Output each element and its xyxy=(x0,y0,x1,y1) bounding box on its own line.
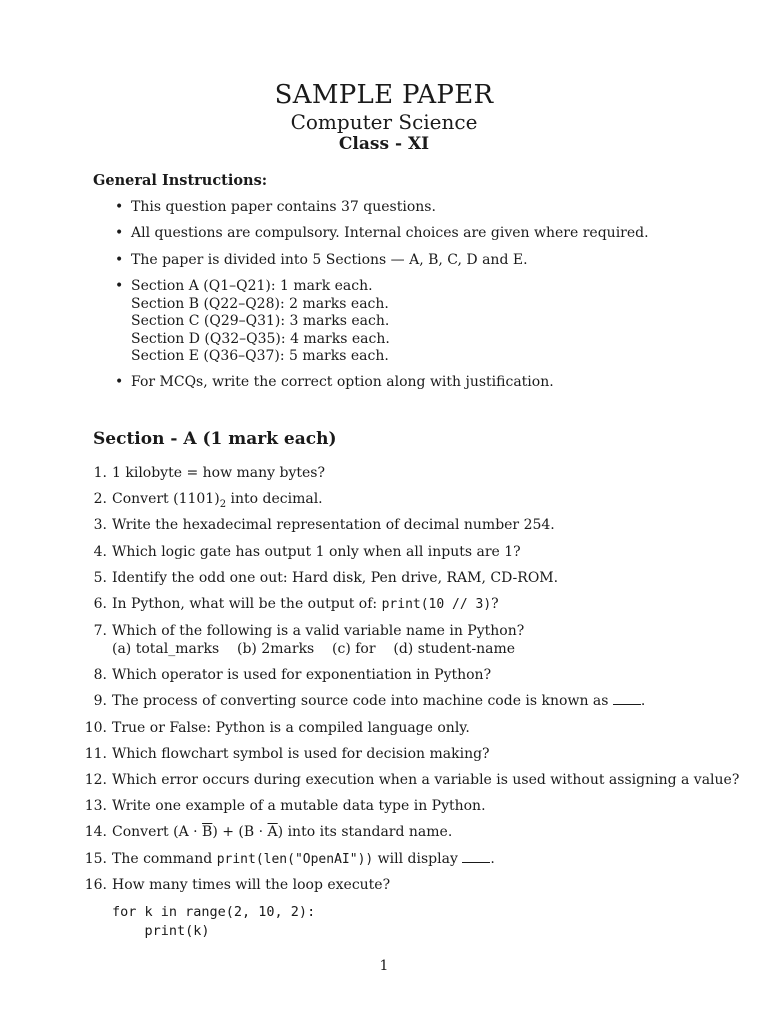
page-number: 1 xyxy=(379,958,389,974)
question: 1. 1 kilobyte = how many bytes? xyxy=(93,465,325,481)
bullet-icon: • xyxy=(115,199,124,215)
paper-subject: Computer Science xyxy=(290,110,478,134)
question: 16. How many times will the loop execute? xyxy=(84,877,391,893)
question: 9. The process of converting source code into machine code is known as . xyxy=(93,693,646,709)
mcq-options: (a) total_marks (b) 2marks (c) for (d) student-name xyxy=(112,640,516,657)
question: 11. Which flowchart symbol is used for decision making? xyxy=(84,746,490,762)
question: 12. Which error occurs during execution when a variable is used without assigning a value? xyxy=(84,772,740,788)
paper-class: Class - XI xyxy=(338,134,430,154)
question: 10. True or False: Python is a compiled language only. xyxy=(84,720,470,736)
question: 2. Convert $(1101)_2$ into decimal. xyxy=(93,491,323,510)
question: 7. Which of the following is a valid variable name in Python? (a) total_marks (b) 2marks (c) for (d) student-name xyxy=(93,623,525,657)
question: 8. Which operator is used for exponentiation in Python? xyxy=(93,667,492,683)
question: 6. In Python, what will be the output of: print(10 // 3)? xyxy=(93,596,499,612)
question: 13. Write one example of a mutable data type in Python. xyxy=(84,798,486,814)
marks-line: Section B (Q22–Q28): 2 marks each. xyxy=(131,295,389,312)
bullet-icon: • xyxy=(115,252,124,268)
marks-line: Section D (Q32–Q35): 4 marks each. xyxy=(131,330,390,347)
question: 3. Write the hexadecimal representation of decimal number 254. xyxy=(93,517,555,533)
bullet-icon: • xyxy=(115,374,124,390)
marks-line: Section A (Q1–Q21): 1 mark each. xyxy=(131,278,373,294)
answer-blank xyxy=(613,695,641,705)
question: 5. Identify the odd one out: Hard disk, Pen drive, RAM, CD-ROM. xyxy=(93,570,559,586)
question: 14. Convert $(A \cdot \overline{B}) + (B \cdot \overline{A})$ into its standard name. xyxy=(84,824,453,840)
marks-line: Section E (Q36–Q37): 5 marks each. xyxy=(131,348,389,364)
inline-code: print(len("OpenAI")) xyxy=(216,852,374,867)
paper-title: SAMPLE PAPER xyxy=(274,80,494,110)
bullet-icon: • xyxy=(115,278,124,294)
instructions-heading: General Instructions: xyxy=(93,172,268,189)
section-a-heading: Section - A (1 mark each) xyxy=(93,429,337,449)
answer-blank xyxy=(462,853,490,863)
bullet-icon: • xyxy=(115,225,124,241)
marks-line: Section C (Q29–Q31): 3 marks each. xyxy=(131,313,390,329)
inline-code: print(10 // 3) xyxy=(381,597,492,612)
code-block: for k in range(2, 10, 2): print(k) xyxy=(112,904,316,939)
question: 4. Which logic gate has output 1 only when all inputs are 1? xyxy=(93,544,521,560)
question: 15. The command print(len("OpenAI")) will display . xyxy=(84,851,495,867)
